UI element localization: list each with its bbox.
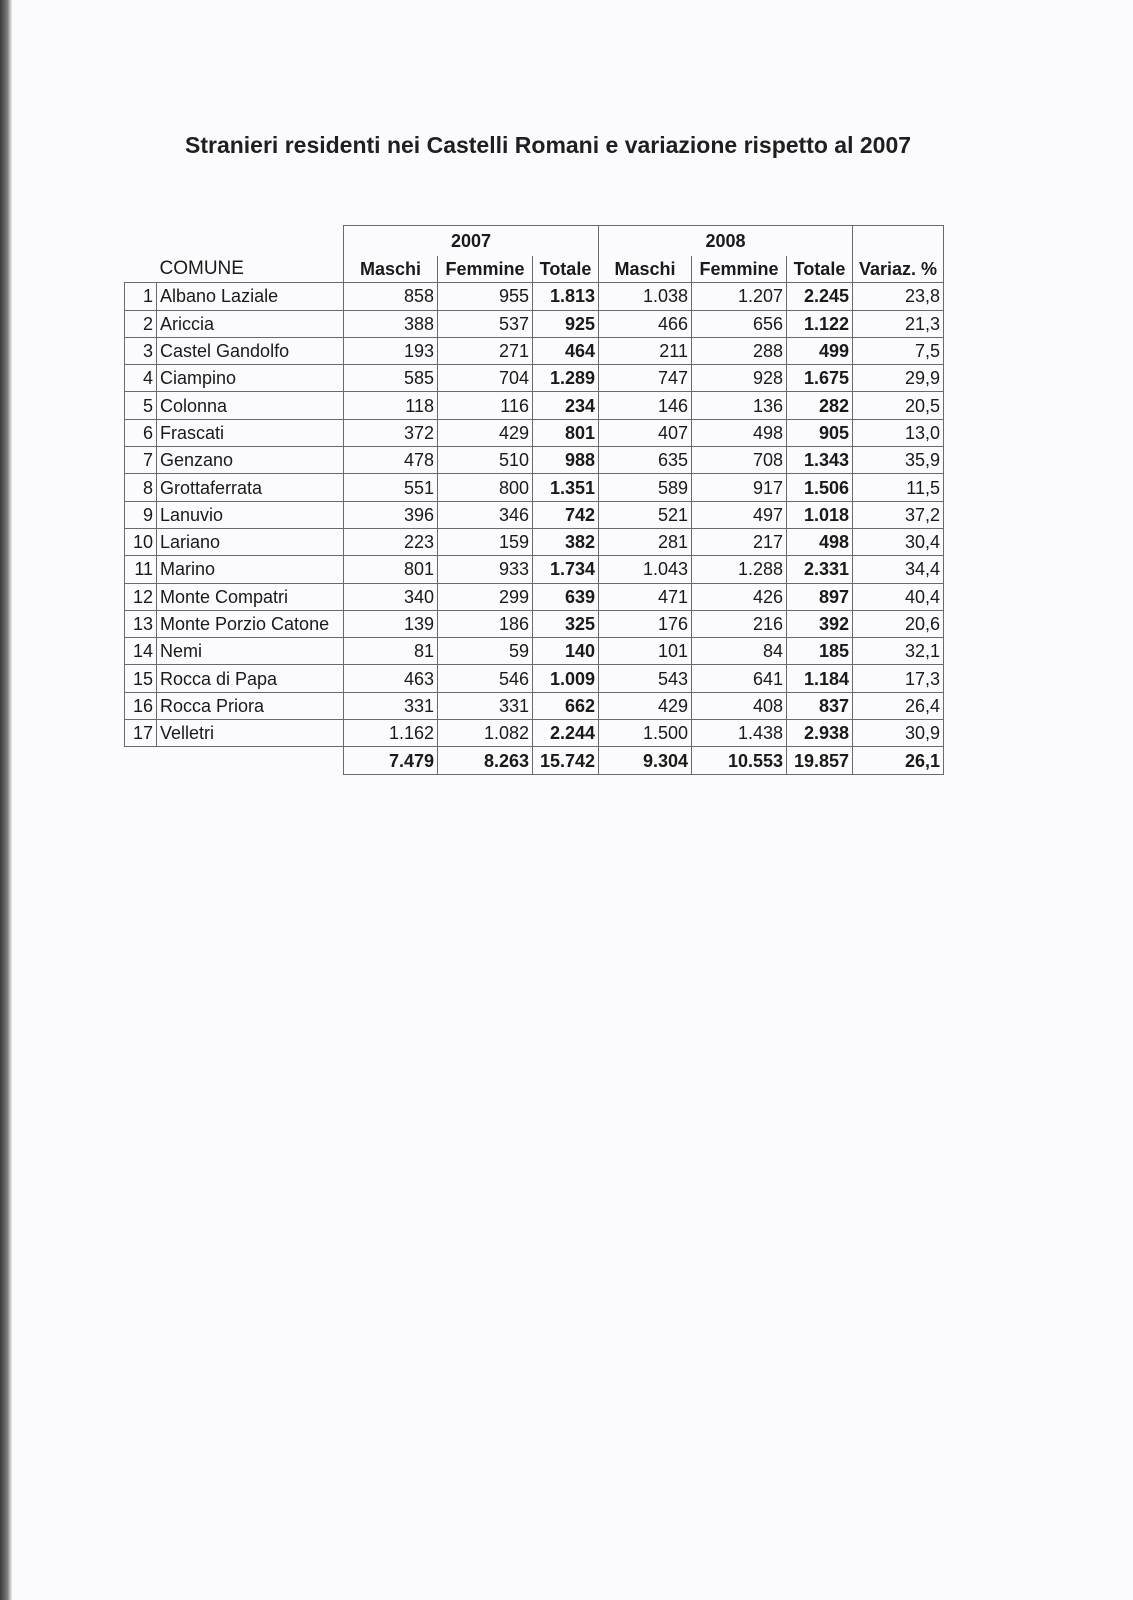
totale-2007-cell: 1.009 (533, 665, 599, 692)
comune-name-cell: Nemi (157, 638, 344, 665)
femmine-2007-cell: 546 (438, 665, 533, 692)
femmine-2008-cell: 1.438 (692, 720, 787, 747)
femmine-2008-cell: 84 (692, 638, 787, 665)
variazione-cell: 20,5 (853, 392, 944, 419)
maschi-2008-cell: 176 (599, 610, 692, 637)
totale-2008-cell: 499 (787, 337, 853, 364)
table-row (125, 365, 944, 392)
femmine-2007-cell: 299 (438, 583, 533, 610)
maschi-2007-cell: 118 (344, 392, 438, 419)
total-totale-2008-cell: 19.857 (787, 747, 853, 775)
row-number-cell: 17 (125, 720, 157, 747)
variazione-cell: 34,4 (853, 556, 944, 583)
totale-2008-cell: 2.331 (787, 556, 853, 583)
row-number-cell: 9 (125, 501, 157, 528)
variazione-cell: 30,9 (853, 720, 944, 747)
totale-2008-cell: 1.184 (787, 665, 853, 692)
comune-name-cell: Monte Porzio Catone (157, 610, 344, 637)
totale-2007-cell: 1.813 (533, 283, 599, 310)
total-maschi-2007-cell: 7.479 (344, 747, 438, 775)
variazione-cell: 13,0 (853, 419, 944, 446)
maschi-2008-cell: 146 (599, 392, 692, 419)
femmine-2008-cell: 497 (692, 501, 787, 528)
variazione-cell: 40,4 (853, 583, 944, 610)
totale-2008-cell: 1.018 (787, 501, 853, 528)
header-variazione: Variaz. % (853, 256, 944, 283)
femmine-2008-cell: 656 (692, 310, 787, 337)
totale-2008-cell: 905 (787, 419, 853, 446)
totale-2008-cell: 185 (787, 638, 853, 665)
totale-2007-cell: 1.289 (533, 365, 599, 392)
row-number-cell: 3 (125, 337, 157, 364)
totale-2007-cell: 234 (533, 392, 599, 419)
femmine-2008-cell: 928 (692, 365, 787, 392)
row-number-cell: 15 (125, 665, 157, 692)
femmine-2007-cell: 159 (438, 528, 533, 555)
comune-name-cell: Monte Compatri (157, 583, 344, 610)
year-2007-header: 2007 (344, 226, 599, 257)
femmine-2007-cell: 510 (438, 447, 533, 474)
table-row (125, 528, 944, 555)
comune-name-cell: Velletri (157, 720, 344, 747)
comune-name-cell: Frascati (157, 419, 344, 446)
maschi-2007-cell: 81 (344, 638, 438, 665)
row-number-cell: 10 (125, 528, 157, 555)
maschi-2007-cell: 463 (344, 665, 438, 692)
comune-name-cell: Lanuvio (157, 501, 344, 528)
maschi-2007-cell: 372 (344, 419, 438, 446)
femmine-2008-cell: 641 (692, 665, 787, 692)
header-comune: COMUNE (157, 256, 344, 283)
maschi-2008-cell: 747 (599, 365, 692, 392)
maschi-2007-cell: 139 (344, 610, 438, 637)
femmine-2008-cell: 708 (692, 447, 787, 474)
column-header-row (125, 256, 944, 283)
variazione-cell: 11,5 (853, 474, 944, 501)
totale-2008-cell: 837 (787, 692, 853, 719)
variazione-cell: 26,4 (853, 692, 944, 719)
row-number-cell: 1 (125, 283, 157, 310)
maschi-2008-cell: 281 (599, 528, 692, 555)
comune-name-cell: Ciampino (157, 365, 344, 392)
maschi-2008-cell: 407 (599, 419, 692, 446)
femmine-2007-cell: 429 (438, 419, 533, 446)
variazione-cell: 37,2 (853, 501, 944, 528)
maschi-2008-cell: 101 (599, 638, 692, 665)
variazione-cell: 30,4 (853, 528, 944, 555)
maschi-2007-cell: 331 (344, 692, 438, 719)
totals-row (125, 747, 944, 775)
totale-2007-cell: 639 (533, 583, 599, 610)
variazione-cell: 7,5 (853, 337, 944, 364)
table-row (125, 447, 944, 474)
femmine-2007-cell: 116 (438, 392, 533, 419)
total-variazione-cell: 26,1 (853, 747, 944, 775)
totale-2008-cell: 1.343 (787, 447, 853, 474)
maschi-2008-cell: 543 (599, 665, 692, 692)
maschi-2007-cell: 340 (344, 583, 438, 610)
maschi-2007-cell: 801 (344, 556, 438, 583)
row-number-cell: 12 (125, 583, 157, 610)
totale-2007-cell: 464 (533, 337, 599, 364)
maschi-2007-cell: 396 (344, 501, 438, 528)
maschi-2007-cell: 223 (344, 528, 438, 555)
header-totale-2008: Totale (787, 256, 853, 283)
maschi-2007-cell: 585 (344, 365, 438, 392)
femmine-2007-cell: 704 (438, 365, 533, 392)
femmine-2008-cell: 288 (692, 337, 787, 364)
totale-2008-cell: 392 (787, 610, 853, 637)
maschi-2007-cell: 858 (344, 283, 438, 310)
totale-2007-cell: 325 (533, 610, 599, 637)
row-number-cell: 11 (125, 556, 157, 583)
femmine-2007-cell: 331 (438, 692, 533, 719)
maschi-2008-cell: 521 (599, 501, 692, 528)
totale-2007-cell: 988 (533, 447, 599, 474)
table-row (125, 665, 944, 692)
maschi-2008-cell: 211 (599, 337, 692, 364)
totale-2008-cell: 1.506 (787, 474, 853, 501)
femmine-2008-cell: 1.288 (692, 556, 787, 583)
row-number-cell: 16 (125, 692, 157, 719)
comune-name-cell: Rocca di Papa (157, 665, 344, 692)
femmine-2008-cell: 216 (692, 610, 787, 637)
totale-2008-cell: 1.122 (787, 310, 853, 337)
table-row (125, 419, 944, 446)
total-femmine-2007-cell: 8.263 (438, 747, 533, 775)
femmine-2007-cell: 1.082 (438, 720, 533, 747)
femmine-2007-cell: 955 (438, 283, 533, 310)
maschi-2007-cell: 1.162 (344, 720, 438, 747)
maschi-2008-cell: 429 (599, 692, 692, 719)
totale-2007-cell: 925 (533, 310, 599, 337)
total-femmine-2008-cell: 10.553 (692, 747, 787, 775)
comune-name-cell: Marino (157, 556, 344, 583)
femmine-2008-cell: 917 (692, 474, 787, 501)
table-row (125, 474, 944, 501)
maschi-2008-cell: 1.500 (599, 720, 692, 747)
maschi-2007-cell: 478 (344, 447, 438, 474)
femmine-2007-cell: 346 (438, 501, 533, 528)
totale-2007-cell: 801 (533, 419, 599, 446)
variazione-cell: 17,3 (853, 665, 944, 692)
comune-name-cell: Grottaferrata (157, 474, 344, 501)
totale-2007-cell: 742 (533, 501, 599, 528)
variazione-cell: 29,9 (853, 365, 944, 392)
table-row (125, 720, 944, 747)
femmine-2008-cell: 498 (692, 419, 787, 446)
row-number-cell: 6 (125, 419, 157, 446)
comune-name-cell: Colonna (157, 392, 344, 419)
row-number-cell: 14 (125, 638, 157, 665)
maschi-2007-cell: 193 (344, 337, 438, 364)
comune-name-cell: Lariano (157, 528, 344, 555)
document-title: Stranieri residenti nei Castelli Romani e variazione rispetto al 2007 (185, 132, 912, 158)
variazione-cell: 20,6 (853, 610, 944, 637)
row-number-cell: 8 (125, 474, 157, 501)
totale-2007-cell: 2.244 (533, 720, 599, 747)
maschi-2008-cell: 1.043 (599, 556, 692, 583)
femmine-2008-cell: 217 (692, 528, 787, 555)
totale-2008-cell: 2.245 (787, 283, 853, 310)
femmine-2007-cell: 59 (438, 638, 533, 665)
variazione-cell: 23,8 (853, 283, 944, 310)
header-maschi-2007: Maschi (344, 256, 438, 283)
totale-2008-cell: 897 (787, 583, 853, 610)
maschi-2008-cell: 1.038 (599, 283, 692, 310)
table-row (125, 392, 944, 419)
femmine-2007-cell: 800 (438, 474, 533, 501)
comune-name-cell: Ariccia (157, 310, 344, 337)
maschi-2007-cell: 388 (344, 310, 438, 337)
femmine-2008-cell: 426 (692, 583, 787, 610)
table-row (125, 556, 944, 583)
comune-name-cell: Rocca Priora (157, 692, 344, 719)
variazione-cell: 32,1 (853, 638, 944, 665)
totale-2007-cell: 140 (533, 638, 599, 665)
header-totale-2007: Totale (533, 256, 599, 283)
femmine-2007-cell: 933 (438, 556, 533, 583)
table-row (125, 310, 944, 337)
foreign-residents-table (124, 225, 944, 775)
table-row (125, 583, 944, 610)
femmine-2008-cell: 408 (692, 692, 787, 719)
totale-2008-cell: 1.675 (787, 365, 853, 392)
totale-2007-cell: 382 (533, 528, 599, 555)
femmine-2007-cell: 271 (438, 337, 533, 364)
comune-name-cell: Castel Gandolfo (157, 337, 344, 364)
table-row (125, 501, 944, 528)
table-row (125, 283, 944, 310)
row-number-cell: 13 (125, 610, 157, 637)
year-2008-header: 2008 (599, 226, 853, 257)
totale-2008-cell: 282 (787, 392, 853, 419)
maschi-2008-cell: 589 (599, 474, 692, 501)
maschi-2008-cell: 635 (599, 447, 692, 474)
totale-2007-cell: 1.734 (533, 556, 599, 583)
variazione-cell: 21,3 (853, 310, 944, 337)
header-femmine-2007: Femmine (438, 256, 533, 283)
table-row (125, 610, 944, 637)
femmine-2007-cell: 537 (438, 310, 533, 337)
total-maschi-2008-cell: 9.304 (599, 747, 692, 775)
comune-name-cell: Albano Laziale (157, 283, 344, 310)
row-number-cell: 5 (125, 392, 157, 419)
row-number-cell: 7 (125, 447, 157, 474)
totale-2007-cell: 1.351 (533, 474, 599, 501)
header-maschi-2008: Maschi (599, 256, 692, 283)
maschi-2007-cell: 551 (344, 474, 438, 501)
maschi-2008-cell: 471 (599, 583, 692, 610)
header-femmine-2008: Femmine (692, 256, 787, 283)
femmine-2008-cell: 1.207 (692, 283, 787, 310)
row-number-cell: 2 (125, 310, 157, 337)
maschi-2008-cell: 466 (599, 310, 692, 337)
variazione-cell: 35,9 (853, 447, 944, 474)
table-row (125, 337, 944, 364)
totale-2007-cell: 662 (533, 692, 599, 719)
femmine-2008-cell: 136 (692, 392, 787, 419)
comune-name-cell: Genzano (157, 447, 344, 474)
scan-edge (0, 0, 12, 1600)
table-row (125, 692, 944, 719)
year-header-row (125, 226, 944, 257)
table-row (125, 638, 944, 665)
totale-2008-cell: 498 (787, 528, 853, 555)
total-totale-2007-cell: 15.742 (533, 747, 599, 775)
totale-2008-cell: 2.938 (787, 720, 853, 747)
femmine-2007-cell: 186 (438, 610, 533, 637)
row-number-cell: 4 (125, 365, 157, 392)
